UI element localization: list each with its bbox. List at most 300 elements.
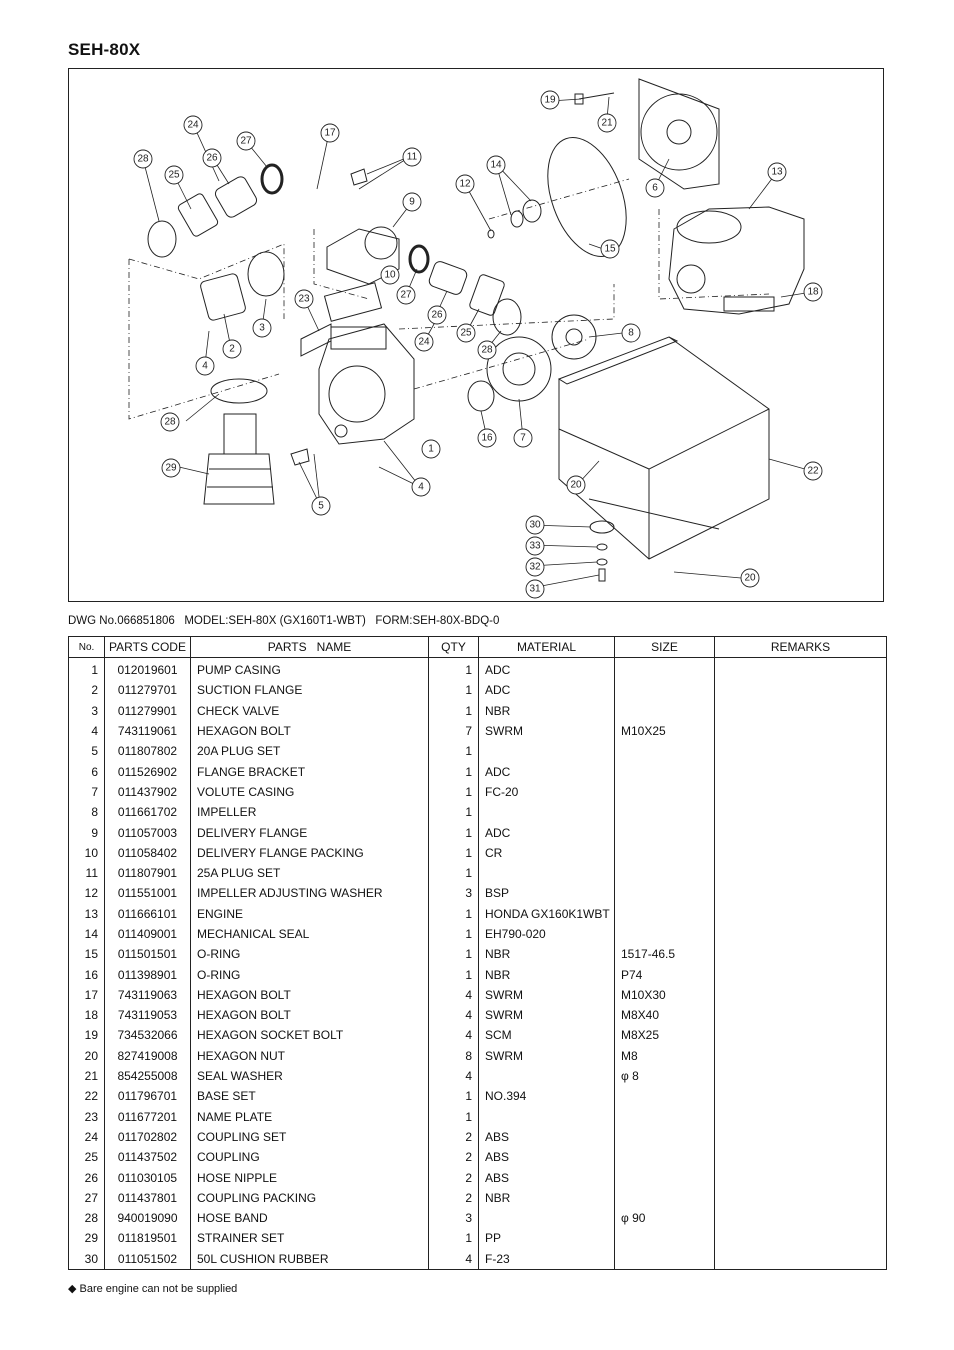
callout-12 xyxy=(456,175,474,193)
cell-material: F-23 xyxy=(479,1249,615,1270)
cell-parts-code: 011666101 xyxy=(105,904,191,924)
cell-no: 4 xyxy=(69,721,105,741)
cell-qty: 2 xyxy=(429,1147,479,1167)
table-row xyxy=(69,1005,887,1025)
callout-11 xyxy=(403,148,421,166)
cell-qty: 1 xyxy=(429,1228,479,1248)
callout-24b xyxy=(415,333,433,351)
callout-4a xyxy=(196,357,214,375)
cell-parts-code: 011437902 xyxy=(105,782,191,802)
cell-parts-name: SUCTION FLANGE xyxy=(191,680,429,700)
table-row xyxy=(69,944,887,964)
cell-material xyxy=(479,741,615,761)
cell-no: 16 xyxy=(69,964,105,984)
cell-remarks xyxy=(715,680,887,700)
drawing-info-line: DWG No.066851806 MODEL:SEH-80X (GX160T1-WBT) FORM:SEH-80X-BDQ-0 xyxy=(68,615,500,627)
callout-31 xyxy=(526,580,544,598)
cell-parts-code: 011030105 xyxy=(105,1167,191,1187)
cell-qty: 1 xyxy=(429,802,479,822)
cell-parts-name: PUMP CASING xyxy=(191,658,429,681)
table-row xyxy=(69,802,887,822)
svg-text:10: 10 xyxy=(384,269,396,281)
cell-qty: 1 xyxy=(429,1086,479,1106)
cell-remarks xyxy=(715,658,887,681)
table-row xyxy=(69,1188,887,1208)
cell-qty: 3 xyxy=(429,883,479,903)
cell-qty: 1 xyxy=(429,761,479,781)
cell-qty: 4 xyxy=(429,1025,479,1045)
cell-material xyxy=(479,1066,615,1086)
svg-text:4: 4 xyxy=(202,360,208,372)
callout-layer xyxy=(69,69,884,602)
table-row xyxy=(69,1107,887,1127)
cell-parts-name: DELIVERY FLANGE xyxy=(191,822,429,842)
cell-parts-code: 011807901 xyxy=(105,863,191,883)
callout-28b xyxy=(478,341,496,359)
svg-text:33: 33 xyxy=(529,540,541,552)
cell-qty: 1 xyxy=(429,964,479,984)
cell-parts-code: 011501501 xyxy=(105,944,191,964)
callout-5 xyxy=(312,497,330,515)
cell-parts-code: 011677201 xyxy=(105,1107,191,1127)
svg-text:6: 6 xyxy=(652,182,658,194)
cell-parts-name: 20A PLUG SET xyxy=(191,741,429,761)
callout-13 xyxy=(768,163,786,181)
callout-28c xyxy=(161,413,179,431)
cell-parts-name: ENGINE xyxy=(191,904,429,924)
cell-qty: 1 xyxy=(429,680,479,700)
table-row xyxy=(69,822,887,842)
cell-no: 12 xyxy=(69,883,105,903)
cell-qty: 4 xyxy=(429,985,479,1005)
exploded-parts-diagram xyxy=(68,68,884,602)
cell-parts-code: 011551001 xyxy=(105,883,191,903)
callout-33 xyxy=(526,537,544,555)
callout-30 xyxy=(526,516,544,534)
page-title: SEH-80X xyxy=(68,40,141,59)
table-row xyxy=(69,782,887,802)
cell-parts-code: 011819501 xyxy=(105,1228,191,1248)
callout-2 xyxy=(223,340,241,358)
svg-text:26: 26 xyxy=(431,309,443,321)
cell-remarks xyxy=(715,1086,887,1106)
cell-parts-code: 854255008 xyxy=(105,1066,191,1086)
cell-parts-name: MECHANICAL SEAL xyxy=(191,924,429,944)
cell-parts-code: 011279701 xyxy=(105,680,191,700)
cell-material: BSP xyxy=(479,883,615,903)
cell-parts-name: HEXAGON BOLT xyxy=(191,985,429,1005)
cell-remarks xyxy=(715,1107,887,1127)
cell-parts-code: 743119063 xyxy=(105,985,191,1005)
cell-parts-name: STRAINER SET xyxy=(191,1228,429,1248)
column-header-remarks: REMARKS xyxy=(715,637,887,658)
cell-material: ABS xyxy=(479,1167,615,1187)
cell-size xyxy=(615,1249,715,1270)
cell-size xyxy=(615,782,715,802)
cell-qty: 1 xyxy=(429,843,479,863)
cell-size: φ 8 xyxy=(615,1066,715,1086)
svg-text:30: 30 xyxy=(529,519,541,531)
cell-material: ABS xyxy=(479,1147,615,1167)
table-row xyxy=(69,924,887,944)
cell-no: 11 xyxy=(69,863,105,883)
cell-material: ABS xyxy=(479,1127,615,1147)
cell-size: φ 90 xyxy=(615,1208,715,1228)
cell-no: 13 xyxy=(69,904,105,924)
callout-20b xyxy=(741,569,759,587)
cell-size xyxy=(615,1167,715,1187)
svg-text:20: 20 xyxy=(570,479,582,491)
cell-parts-name: HEXAGON BOLT xyxy=(191,721,429,741)
table-row xyxy=(69,680,887,700)
table-row xyxy=(69,985,887,1005)
callout-14 xyxy=(487,156,505,174)
callout-26a xyxy=(203,149,221,167)
cell-material: SCM xyxy=(479,1025,615,1045)
cell-no: 9 xyxy=(69,822,105,842)
cell-size: M8X25 xyxy=(615,1025,715,1045)
callout-22 xyxy=(804,462,822,480)
svg-text:11: 11 xyxy=(406,151,418,163)
cell-qty: 1 xyxy=(429,822,479,842)
cell-no: 21 xyxy=(69,1066,105,1086)
cell-parts-name: FLANGE BRACKET xyxy=(191,761,429,781)
cell-parts-name: HEXAGON NUT xyxy=(191,1046,429,1066)
cell-remarks xyxy=(715,701,887,721)
svg-text:28: 28 xyxy=(481,344,493,356)
cell-size xyxy=(615,924,715,944)
cell-parts-name: COUPLING SET xyxy=(191,1127,429,1147)
column-header-qty: QTY xyxy=(429,637,479,658)
cell-parts-code: 011058402 xyxy=(105,843,191,863)
table-row xyxy=(69,1167,887,1187)
cell-no: 19 xyxy=(69,1025,105,1045)
cell-remarks xyxy=(715,822,887,842)
cell-qty: 1 xyxy=(429,924,479,944)
cell-parts-name: 50L CUSHION RUBBER xyxy=(191,1249,429,1270)
cell-no: 22 xyxy=(69,1086,105,1106)
svg-text:16: 16 xyxy=(481,432,493,444)
cell-parts-code: 011409001 xyxy=(105,924,191,944)
cell-no: 25 xyxy=(69,1147,105,1167)
svg-text:7: 7 xyxy=(520,432,526,444)
cell-no: 23 xyxy=(69,1107,105,1127)
cell-material xyxy=(479,1208,615,1228)
cell-no: 29 xyxy=(69,1228,105,1248)
callout-3 xyxy=(253,319,271,337)
footnote: ◆ Bare engine can not be supplied xyxy=(68,1283,238,1295)
cell-parts-name: O-RING xyxy=(191,944,429,964)
svg-text:25: 25 xyxy=(460,327,472,339)
cell-material: EH790-020 xyxy=(479,924,615,944)
table-row xyxy=(69,1046,887,1066)
cell-material xyxy=(479,863,615,883)
callout-29 xyxy=(162,459,180,477)
cell-parts-code: 827419008 xyxy=(105,1046,191,1066)
cell-parts-code: 011398901 xyxy=(105,964,191,984)
cell-size xyxy=(615,1107,715,1127)
cell-qty: 3 xyxy=(429,1208,479,1228)
cell-size xyxy=(615,904,715,924)
cell-parts-name: CHECK VALVE xyxy=(191,701,429,721)
svg-text:5: 5 xyxy=(318,500,324,512)
cell-remarks xyxy=(715,1127,887,1147)
cell-parts-name: HOSE BAND xyxy=(191,1208,429,1228)
cell-material: SWRM xyxy=(479,721,615,741)
callout-20a xyxy=(567,476,585,494)
cell-parts-name: COUPLING PACKING xyxy=(191,1188,429,1208)
cell-parts-code: 734532066 xyxy=(105,1025,191,1045)
svg-text:32: 32 xyxy=(529,561,541,573)
svg-text:24: 24 xyxy=(418,336,430,348)
svg-text:4: 4 xyxy=(418,481,424,493)
cell-remarks xyxy=(715,1228,887,1248)
cell-qty: 1 xyxy=(429,863,479,883)
cell-qty: 1 xyxy=(429,782,479,802)
parts-table-body xyxy=(69,658,887,1270)
cell-material: NBR xyxy=(479,701,615,721)
cell-remarks xyxy=(715,1208,887,1228)
callout-10 xyxy=(381,266,399,284)
cell-size xyxy=(615,802,715,822)
cell-remarks xyxy=(715,761,887,781)
table-row xyxy=(69,1147,887,1167)
cell-qty: 2 xyxy=(429,1188,479,1208)
callout-15 xyxy=(601,240,619,258)
cell-material: ADC xyxy=(479,761,615,781)
cell-material: CR xyxy=(479,843,615,863)
svg-text:1: 1 xyxy=(428,443,434,455)
cell-parts-name: VOLUTE CASING xyxy=(191,782,429,802)
table-row xyxy=(69,904,887,924)
cell-size: M8X40 xyxy=(615,1005,715,1025)
callout-16 xyxy=(478,429,496,447)
cell-no: 27 xyxy=(69,1188,105,1208)
cell-no: 20 xyxy=(69,1046,105,1066)
cell-remarks xyxy=(715,944,887,964)
callout-4b xyxy=(412,478,430,496)
svg-text:22: 22 xyxy=(807,465,819,477)
cell-no: 28 xyxy=(69,1208,105,1228)
column-header-no: No. xyxy=(69,637,105,658)
svg-text:9: 9 xyxy=(409,196,415,208)
cell-material: SWRM xyxy=(479,1005,615,1025)
cell-parts-code: 011057003 xyxy=(105,822,191,842)
cell-remarks xyxy=(715,1147,887,1167)
cell-no: 15 xyxy=(69,944,105,964)
cell-parts-code: 011437801 xyxy=(105,1188,191,1208)
cell-remarks xyxy=(715,843,887,863)
cell-remarks xyxy=(715,802,887,822)
callout-27b xyxy=(397,286,415,304)
cell-parts-code: 940019090 xyxy=(105,1208,191,1228)
cell-remarks xyxy=(715,924,887,944)
cell-parts-code: 011279901 xyxy=(105,701,191,721)
cell-no: 3 xyxy=(69,701,105,721)
cell-size xyxy=(615,658,715,681)
cell-qty: 1 xyxy=(429,701,479,721)
callout-27a xyxy=(237,132,255,150)
cell-parts-name: 25A PLUG SET xyxy=(191,863,429,883)
cell-material: NBR xyxy=(479,964,615,984)
cell-parts-code: 011661702 xyxy=(105,802,191,822)
table-row xyxy=(69,721,887,741)
cell-no: 18 xyxy=(69,1005,105,1025)
cell-material: ADC xyxy=(479,680,615,700)
cell-qty: 2 xyxy=(429,1167,479,1187)
cell-parts-code: 011702802 xyxy=(105,1127,191,1147)
svg-text:19: 19 xyxy=(544,94,556,106)
cell-size xyxy=(615,863,715,883)
cell-parts-code: 743119053 xyxy=(105,1005,191,1025)
table-row xyxy=(69,1228,887,1248)
table-row xyxy=(69,1127,887,1147)
cell-no: 24 xyxy=(69,1127,105,1147)
cell-no: 26 xyxy=(69,1167,105,1187)
cell-size xyxy=(615,843,715,863)
cell-parts-code: 011437502 xyxy=(105,1147,191,1167)
callout-17 xyxy=(321,124,339,142)
cell-size xyxy=(615,701,715,721)
cell-parts-code: 011796701 xyxy=(105,1086,191,1106)
cell-qty: 1 xyxy=(429,658,479,681)
cell-parts-code: 012019601 xyxy=(105,658,191,681)
column-header-size: SIZE xyxy=(615,637,715,658)
table-row xyxy=(69,883,887,903)
svg-text:15: 15 xyxy=(604,243,616,255)
callout-26b xyxy=(428,306,446,324)
svg-text:12: 12 xyxy=(459,178,471,190)
cell-qty: 1 xyxy=(429,741,479,761)
callout-23 xyxy=(295,290,313,308)
cell-size xyxy=(615,822,715,842)
cell-material: NBR xyxy=(479,1188,615,1208)
svg-text:3: 3 xyxy=(259,322,265,334)
svg-text:2: 2 xyxy=(229,343,235,355)
svg-text:8: 8 xyxy=(628,327,634,339)
cell-size: 1517-46.5 xyxy=(615,944,715,964)
cell-size xyxy=(615,1147,715,1167)
cell-size: M10X30 xyxy=(615,985,715,1005)
cell-material xyxy=(479,802,615,822)
cell-qty: 1 xyxy=(429,1107,479,1127)
cell-no: 8 xyxy=(69,802,105,822)
cell-remarks xyxy=(715,863,887,883)
table-row xyxy=(69,1025,887,1045)
svg-text:25: 25 xyxy=(168,169,180,181)
cell-parts-name: HEXAGON BOLT xyxy=(191,1005,429,1025)
cell-material: NO.394 xyxy=(479,1086,615,1106)
cell-qty: 8 xyxy=(429,1046,479,1066)
svg-text:28: 28 xyxy=(164,416,176,428)
svg-text:26: 26 xyxy=(206,152,218,164)
svg-text:17: 17 xyxy=(324,127,336,139)
cell-size: P74 xyxy=(615,964,715,984)
cell-size xyxy=(615,761,715,781)
cell-size xyxy=(615,1228,715,1248)
cell-material: HONDA GX160K1WBT xyxy=(479,904,615,924)
cell-no: 2 xyxy=(69,680,105,700)
cell-parts-name: COUPLING xyxy=(191,1147,429,1167)
cell-remarks xyxy=(715,1249,887,1270)
callout-8 xyxy=(622,324,640,342)
cell-no: 6 xyxy=(69,761,105,781)
table-row xyxy=(69,701,887,721)
svg-text:18: 18 xyxy=(807,286,819,298)
cell-no: 7 xyxy=(69,782,105,802)
cell-remarks xyxy=(715,1005,887,1025)
cell-remarks xyxy=(715,985,887,1005)
callout-28a xyxy=(134,150,152,168)
cell-size xyxy=(615,1188,715,1208)
table-row xyxy=(69,1086,887,1106)
cell-remarks xyxy=(715,1167,887,1187)
cell-material: NBR xyxy=(479,944,615,964)
cell-no: 10 xyxy=(69,843,105,863)
cell-size: M8 xyxy=(615,1046,715,1066)
svg-text:27: 27 xyxy=(240,135,252,147)
cell-parts-code: 011051502 xyxy=(105,1249,191,1270)
cell-size xyxy=(615,1086,715,1106)
cell-qty: 4 xyxy=(429,1005,479,1025)
cell-parts-name: O-RING xyxy=(191,964,429,984)
cell-parts-name: SEAL WASHER xyxy=(191,1066,429,1086)
cell-qty: 4 xyxy=(429,1249,479,1270)
cell-size xyxy=(615,741,715,761)
cell-remarks xyxy=(715,782,887,802)
cell-parts-name: IMPELLER ADJUSTING WASHER xyxy=(191,883,429,903)
svg-text:21: 21 xyxy=(601,117,613,129)
cell-no: 5 xyxy=(69,741,105,761)
cell-material: ADC xyxy=(479,658,615,681)
table-header-row xyxy=(69,637,887,658)
cell-material: ADC xyxy=(479,822,615,842)
cell-size xyxy=(615,1127,715,1147)
callout-19 xyxy=(541,91,559,109)
cell-remarks xyxy=(715,964,887,984)
cell-parts-code: 011526902 xyxy=(105,761,191,781)
cell-parts-code: 743119061 xyxy=(105,721,191,741)
cell-parts-name: NAME PLATE xyxy=(191,1107,429,1127)
callout-18 xyxy=(804,283,822,301)
cell-parts-name: DELIVERY FLANGE PACKING xyxy=(191,843,429,863)
svg-text:14: 14 xyxy=(490,159,502,171)
cell-qty: 4 xyxy=(429,1066,479,1086)
table-row xyxy=(69,964,887,984)
cell-remarks xyxy=(715,1066,887,1086)
cell-qty: 1 xyxy=(429,944,479,964)
table-row xyxy=(69,1208,887,1228)
cell-qty: 1 xyxy=(429,904,479,924)
callout-24a xyxy=(184,116,202,134)
svg-text:20: 20 xyxy=(744,572,756,584)
cell-material: FC-20 xyxy=(479,782,615,802)
table-row xyxy=(69,843,887,863)
callout-21 xyxy=(598,114,616,132)
cell-material: SWRM xyxy=(479,985,615,1005)
callout-6 xyxy=(646,179,664,197)
callout-7 xyxy=(514,429,532,447)
cell-remarks xyxy=(715,883,887,903)
table-row xyxy=(69,658,887,681)
callout-32 xyxy=(526,558,544,576)
cell-parts-name: IMPELLER xyxy=(191,802,429,822)
cell-parts-name: HOSE NIPPLE xyxy=(191,1167,429,1187)
column-header-material: MATERIAL xyxy=(479,637,615,658)
column-header-parts-code: PARTS CODE xyxy=(105,637,191,658)
svg-text:13: 13 xyxy=(771,166,783,178)
svg-text:23: 23 xyxy=(298,293,310,305)
